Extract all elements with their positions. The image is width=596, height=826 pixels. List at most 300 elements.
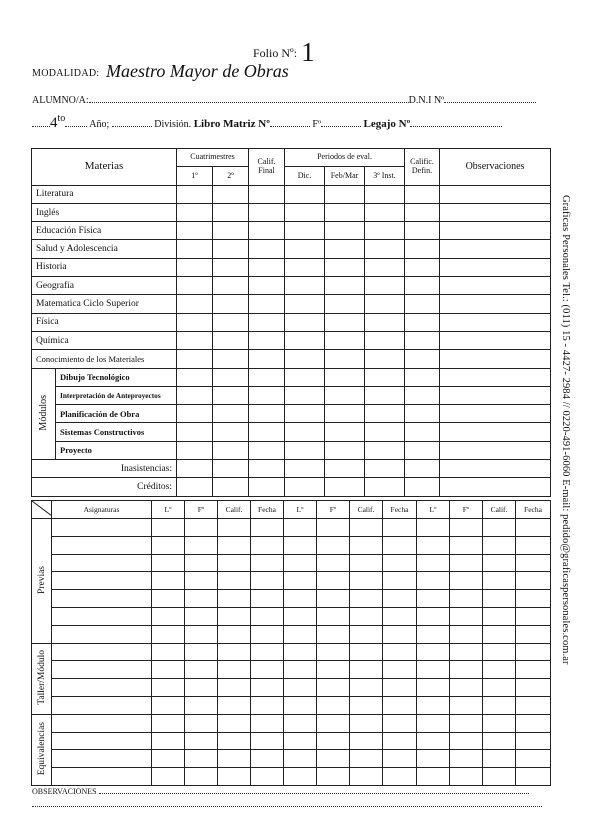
- alumno-field[interactable]: [89, 93, 409, 103]
- cell[interactable]: [325, 331, 365, 349]
- cell[interactable]: [383, 607, 417, 625]
- cell[interactable]: [440, 240, 551, 258]
- cell[interactable]: [440, 222, 551, 240]
- cell[interactable]: [417, 732, 450, 750]
- cell[interactable]: [350, 536, 383, 554]
- cell[interactable]: [365, 441, 405, 459]
- cell[interactable]: [285, 331, 325, 349]
- cell[interactable]: [365, 240, 405, 258]
- cell[interactable]: [483, 768, 516, 786]
- cell[interactable]: [213, 350, 249, 368]
- cell[interactable]: [325, 222, 365, 240]
- cell[interactable]: [417, 643, 450, 661]
- cell[interactable]: [213, 460, 249, 478]
- cell[interactable]: [218, 750, 251, 768]
- cell[interactable]: [213, 240, 249, 258]
- cell[interactable]: [185, 768, 218, 786]
- cell[interactable]: [185, 536, 218, 554]
- cell[interactable]: [52, 590, 152, 608]
- cell[interactable]: [516, 750, 551, 768]
- cell[interactable]: [483, 714, 516, 732]
- cell[interactable]: [405, 240, 440, 258]
- cell[interactable]: [417, 572, 450, 590]
- cell[interactable]: [152, 661, 185, 679]
- cell[interactable]: [450, 554, 483, 572]
- cell[interactable]: [52, 768, 152, 786]
- cell[interactable]: [440, 405, 551, 423]
- cell[interactable]: [249, 460, 285, 478]
- cell[interactable]: [365, 386, 405, 404]
- cell[interactable]: [365, 331, 405, 349]
- cell[interactable]: [251, 643, 284, 661]
- cell[interactable]: [284, 661, 317, 679]
- cell[interactable]: [213, 441, 249, 459]
- cell[interactable]: [405, 295, 440, 313]
- cell[interactable]: [417, 607, 450, 625]
- cell[interactable]: [450, 696, 483, 714]
- cell[interactable]: [483, 572, 516, 590]
- cell[interactable]: [383, 714, 417, 732]
- cell[interactable]: [284, 607, 317, 625]
- cell[interactable]: [152, 607, 185, 625]
- cell[interactable]: [317, 554, 350, 572]
- cell[interactable]: [213, 295, 249, 313]
- cell[interactable]: [365, 295, 405, 313]
- cell[interactable]: [177, 331, 213, 349]
- cell[interactable]: [483, 643, 516, 661]
- cell[interactable]: [483, 607, 516, 625]
- cell[interactable]: [350, 643, 383, 661]
- cell[interactable]: [383, 554, 417, 572]
- cell[interactable]: [213, 203, 249, 221]
- cell[interactable]: [325, 405, 365, 423]
- cell[interactable]: [52, 643, 152, 661]
- cell[interactable]: [405, 331, 440, 349]
- cell[interactable]: [405, 405, 440, 423]
- cell[interactable]: [152, 572, 185, 590]
- cell[interactable]: [218, 572, 251, 590]
- cell[interactable]: [405, 185, 440, 203]
- cell[interactable]: [152, 643, 185, 661]
- cell[interactable]: [185, 572, 218, 590]
- cell[interactable]: [450, 679, 483, 697]
- cell[interactable]: [177, 277, 213, 295]
- cell[interactable]: [516, 696, 551, 714]
- cell[interactable]: [52, 750, 152, 768]
- cell[interactable]: [284, 768, 317, 786]
- cell[interactable]: [516, 519, 551, 537]
- cell[interactable]: [450, 590, 483, 608]
- cell[interactable]: [218, 696, 251, 714]
- cell[interactable]: [325, 185, 365, 203]
- cell[interactable]: [218, 643, 251, 661]
- cell[interactable]: [52, 554, 152, 572]
- cell[interactable]: [152, 750, 185, 768]
- cell[interactable]: [440, 277, 551, 295]
- cell[interactable]: [350, 768, 383, 786]
- cell[interactable]: [440, 478, 551, 496]
- cell[interactable]: [152, 732, 185, 750]
- cell[interactable]: [152, 696, 185, 714]
- cell[interactable]: [405, 222, 440, 240]
- cell[interactable]: [350, 750, 383, 768]
- cell[interactable]: [285, 240, 325, 258]
- cell[interactable]: [383, 679, 417, 697]
- cell[interactable]: [218, 714, 251, 732]
- cell[interactable]: [249, 331, 285, 349]
- cell[interactable]: [483, 661, 516, 679]
- cell[interactable]: [440, 331, 551, 349]
- cell[interactable]: [213, 331, 249, 349]
- cell[interactable]: [440, 258, 551, 276]
- cell[interactable]: [317, 590, 350, 608]
- division-field[interactable]: [112, 117, 152, 127]
- cell[interactable]: [383, 750, 417, 768]
- cell[interactable]: [405, 386, 440, 404]
- cell[interactable]: [251, 679, 284, 697]
- cell[interactable]: [285, 460, 325, 478]
- cell[interactable]: [450, 572, 483, 590]
- cell[interactable]: [365, 350, 405, 368]
- cell[interactable]: [185, 643, 218, 661]
- cell[interactable]: [284, 519, 317, 537]
- cell[interactable]: [365, 313, 405, 331]
- cell[interactable]: [52, 661, 152, 679]
- cell[interactable]: [365, 203, 405, 221]
- cell[interactable]: [285, 277, 325, 295]
- cell[interactable]: [285, 295, 325, 313]
- cell[interactable]: [213, 423, 249, 441]
- cell[interactable]: [218, 554, 251, 572]
- observaciones-footer-field[interactable]: [99, 784, 529, 794]
- cell[interactable]: [249, 258, 285, 276]
- cell[interactable]: [152, 519, 185, 537]
- cell[interactable]: [177, 313, 213, 331]
- cell[interactable]: [251, 696, 284, 714]
- cell[interactable]: [405, 277, 440, 295]
- libro-field[interactable]: [270, 117, 310, 127]
- cell[interactable]: [249, 185, 285, 203]
- cell[interactable]: [249, 478, 285, 496]
- cell[interactable]: [365, 478, 405, 496]
- cell[interactable]: [251, 536, 284, 554]
- cell[interactable]: [317, 607, 350, 625]
- cell[interactable]: [185, 750, 218, 768]
- cell[interactable]: [516, 679, 551, 697]
- cell[interactable]: [350, 572, 383, 590]
- cell[interactable]: [350, 714, 383, 732]
- cell[interactable]: [417, 590, 450, 608]
- cell[interactable]: [152, 679, 185, 697]
- cell[interactable]: [285, 258, 325, 276]
- cell[interactable]: [417, 768, 450, 786]
- cell[interactable]: [405, 460, 440, 478]
- cell[interactable]: [383, 768, 417, 786]
- cell[interactable]: [317, 572, 350, 590]
- cell[interactable]: [417, 750, 450, 768]
- cell[interactable]: [284, 554, 317, 572]
- cell[interactable]: [483, 590, 516, 608]
- cell[interactable]: [405, 423, 440, 441]
- cell[interactable]: [440, 386, 551, 404]
- cell[interactable]: [213, 405, 249, 423]
- cell[interactable]: [516, 643, 551, 661]
- cell[interactable]: [249, 423, 285, 441]
- cell[interactable]: [284, 714, 317, 732]
- cell[interactable]: [350, 519, 383, 537]
- cell[interactable]: [285, 350, 325, 368]
- cell[interactable]: [383, 643, 417, 661]
- cell[interactable]: [483, 696, 516, 714]
- cell[interactable]: [383, 519, 417, 537]
- cell[interactable]: [450, 607, 483, 625]
- cell[interactable]: [185, 590, 218, 608]
- cell[interactable]: [350, 679, 383, 697]
- cell[interactable]: [285, 222, 325, 240]
- cell[interactable]: [152, 625, 185, 643]
- cell[interactable]: [285, 405, 325, 423]
- cell[interactable]: [440, 350, 551, 368]
- cell[interactable]: [483, 554, 516, 572]
- cell[interactable]: [185, 554, 218, 572]
- cell[interactable]: [317, 536, 350, 554]
- cell[interactable]: [325, 313, 365, 331]
- cell[interactable]: [450, 519, 483, 537]
- cell[interactable]: [450, 536, 483, 554]
- cell[interactable]: [440, 295, 551, 313]
- cell[interactable]: [218, 679, 251, 697]
- cell[interactable]: [249, 313, 285, 331]
- cell[interactable]: [218, 607, 251, 625]
- cell[interactable]: [152, 536, 185, 554]
- cell[interactable]: [516, 625, 551, 643]
- cell[interactable]: [405, 258, 440, 276]
- cell[interactable]: [285, 203, 325, 221]
- cell[interactable]: [285, 441, 325, 459]
- observaciones-line2[interactable]: [32, 806, 542, 807]
- cell[interactable]: [450, 661, 483, 679]
- cell[interactable]: [317, 661, 350, 679]
- cell[interactable]: [383, 696, 417, 714]
- cell[interactable]: [284, 696, 317, 714]
- cell[interactable]: [249, 277, 285, 295]
- cell[interactable]: [249, 350, 285, 368]
- cell[interactable]: [325, 460, 365, 478]
- cell[interactable]: [417, 536, 450, 554]
- cell[interactable]: [365, 222, 405, 240]
- cell[interactable]: [284, 679, 317, 697]
- cell[interactable]: [440, 313, 551, 331]
- cell[interactable]: [317, 679, 350, 697]
- cell[interactable]: [325, 368, 365, 386]
- cell[interactable]: [325, 478, 365, 496]
- cell[interactable]: [483, 750, 516, 768]
- cell[interactable]: [218, 625, 251, 643]
- cell[interactable]: [185, 661, 218, 679]
- cell[interactable]: [177, 386, 213, 404]
- cell[interactable]: [251, 768, 284, 786]
- cell[interactable]: [251, 750, 284, 768]
- cell[interactable]: [483, 732, 516, 750]
- cell[interactable]: [249, 405, 285, 423]
- cell[interactable]: [417, 661, 450, 679]
- cell[interactable]: [177, 478, 213, 496]
- cell[interactable]: [317, 732, 350, 750]
- cell[interactable]: [405, 441, 440, 459]
- cell[interactable]: [251, 732, 284, 750]
- cell[interactable]: [52, 607, 152, 625]
- cell[interactable]: [450, 768, 483, 786]
- cell[interactable]: [213, 478, 249, 496]
- cell[interactable]: [52, 696, 152, 714]
- cell[interactable]: [417, 519, 450, 537]
- cell[interactable]: [52, 714, 152, 732]
- cell[interactable]: [251, 714, 284, 732]
- cell[interactable]: [325, 258, 365, 276]
- cell[interactable]: [417, 625, 450, 643]
- cell[interactable]: [213, 277, 249, 295]
- cell[interactable]: [516, 572, 551, 590]
- cell[interactable]: [213, 222, 249, 240]
- cell[interactable]: [185, 696, 218, 714]
- cell[interactable]: [185, 625, 218, 643]
- cell[interactable]: [317, 750, 350, 768]
- cell[interactable]: [213, 258, 249, 276]
- cell[interactable]: [177, 441, 213, 459]
- cell[interactable]: [177, 258, 213, 276]
- cell[interactable]: [516, 536, 551, 554]
- cell[interactable]: [325, 277, 365, 295]
- cell[interactable]: [285, 386, 325, 404]
- cell[interactable]: [325, 386, 365, 404]
- cell[interactable]: [317, 696, 350, 714]
- cell[interactable]: [450, 643, 483, 661]
- cell[interactable]: [516, 714, 551, 732]
- cell[interactable]: [177, 295, 213, 313]
- cell[interactable]: [325, 295, 365, 313]
- cell[interactable]: [417, 554, 450, 572]
- cell[interactable]: [218, 661, 251, 679]
- cell[interactable]: [365, 405, 405, 423]
- cell[interactable]: [365, 423, 405, 441]
- legajo-field[interactable]: [410, 117, 502, 127]
- cell[interactable]: [383, 661, 417, 679]
- cell[interactable]: [213, 185, 249, 203]
- cell[interactable]: [285, 313, 325, 331]
- cell[interactable]: [417, 714, 450, 732]
- cell[interactable]: [251, 590, 284, 608]
- cell[interactable]: [405, 313, 440, 331]
- cell[interactable]: [249, 368, 285, 386]
- cell[interactable]: [350, 661, 383, 679]
- cell[interactable]: [213, 368, 249, 386]
- cell[interactable]: [365, 460, 405, 478]
- cell[interactable]: [440, 203, 551, 221]
- cell[interactable]: [383, 536, 417, 554]
- cell[interactable]: [285, 185, 325, 203]
- cell[interactable]: [251, 572, 284, 590]
- cell[interactable]: [450, 750, 483, 768]
- cell[interactable]: [516, 768, 551, 786]
- cell[interactable]: [350, 554, 383, 572]
- cell[interactable]: [325, 240, 365, 258]
- cell[interactable]: [218, 536, 251, 554]
- cell[interactable]: [405, 203, 440, 221]
- cell[interactable]: [365, 185, 405, 203]
- dni-field[interactable]: [444, 93, 536, 103]
- cell[interactable]: [483, 519, 516, 537]
- cell[interactable]: [52, 625, 152, 643]
- cell[interactable]: [218, 768, 251, 786]
- cell[interactable]: [251, 625, 284, 643]
- cell[interactable]: [383, 590, 417, 608]
- cell[interactable]: [450, 714, 483, 732]
- cell[interactable]: [285, 368, 325, 386]
- cell[interactable]: [405, 368, 440, 386]
- cell[interactable]: [251, 607, 284, 625]
- cell[interactable]: [405, 350, 440, 368]
- cell[interactable]: [185, 714, 218, 732]
- cell[interactable]: [440, 185, 551, 203]
- cell[interactable]: [285, 423, 325, 441]
- cell[interactable]: [365, 277, 405, 295]
- cell[interactable]: [317, 643, 350, 661]
- cell[interactable]: [483, 536, 516, 554]
- cell[interactable]: [52, 732, 152, 750]
- cell[interactable]: [317, 714, 350, 732]
- cell[interactable]: [177, 460, 213, 478]
- cell[interactable]: [516, 661, 551, 679]
- cell[interactable]: [177, 240, 213, 258]
- cell[interactable]: [251, 554, 284, 572]
- cell[interactable]: [317, 519, 350, 537]
- cell[interactable]: [383, 572, 417, 590]
- cell[interactable]: [52, 572, 152, 590]
- cell[interactable]: [52, 536, 152, 554]
- cell[interactable]: [325, 350, 365, 368]
- cell[interactable]: [325, 203, 365, 221]
- cell[interactable]: [516, 607, 551, 625]
- cell[interactable]: [383, 625, 417, 643]
- cell[interactable]: [152, 714, 185, 732]
- cell[interactable]: [450, 625, 483, 643]
- cell[interactable]: [325, 441, 365, 459]
- cell[interactable]: [284, 643, 317, 661]
- cell[interactable]: [440, 368, 551, 386]
- cell[interactable]: [177, 203, 213, 221]
- cell[interactable]: [52, 679, 152, 697]
- cell[interactable]: [285, 478, 325, 496]
- cell[interactable]: [483, 679, 516, 697]
- cell[interactable]: [440, 423, 551, 441]
- cell[interactable]: [440, 441, 551, 459]
- cell[interactable]: [284, 572, 317, 590]
- cell[interactable]: [516, 732, 551, 750]
- cell[interactable]: [284, 590, 317, 608]
- cell[interactable]: [177, 185, 213, 203]
- cell[interactable]: [249, 203, 285, 221]
- cell[interactable]: [218, 590, 251, 608]
- cell[interactable]: [317, 625, 350, 643]
- cell[interactable]: [325, 423, 365, 441]
- cell[interactable]: [365, 368, 405, 386]
- cell[interactable]: [249, 441, 285, 459]
- cell[interactable]: [284, 625, 317, 643]
- cell[interactable]: [249, 240, 285, 258]
- cell[interactable]: [251, 661, 284, 679]
- cell[interactable]: [383, 732, 417, 750]
- cell[interactable]: [350, 696, 383, 714]
